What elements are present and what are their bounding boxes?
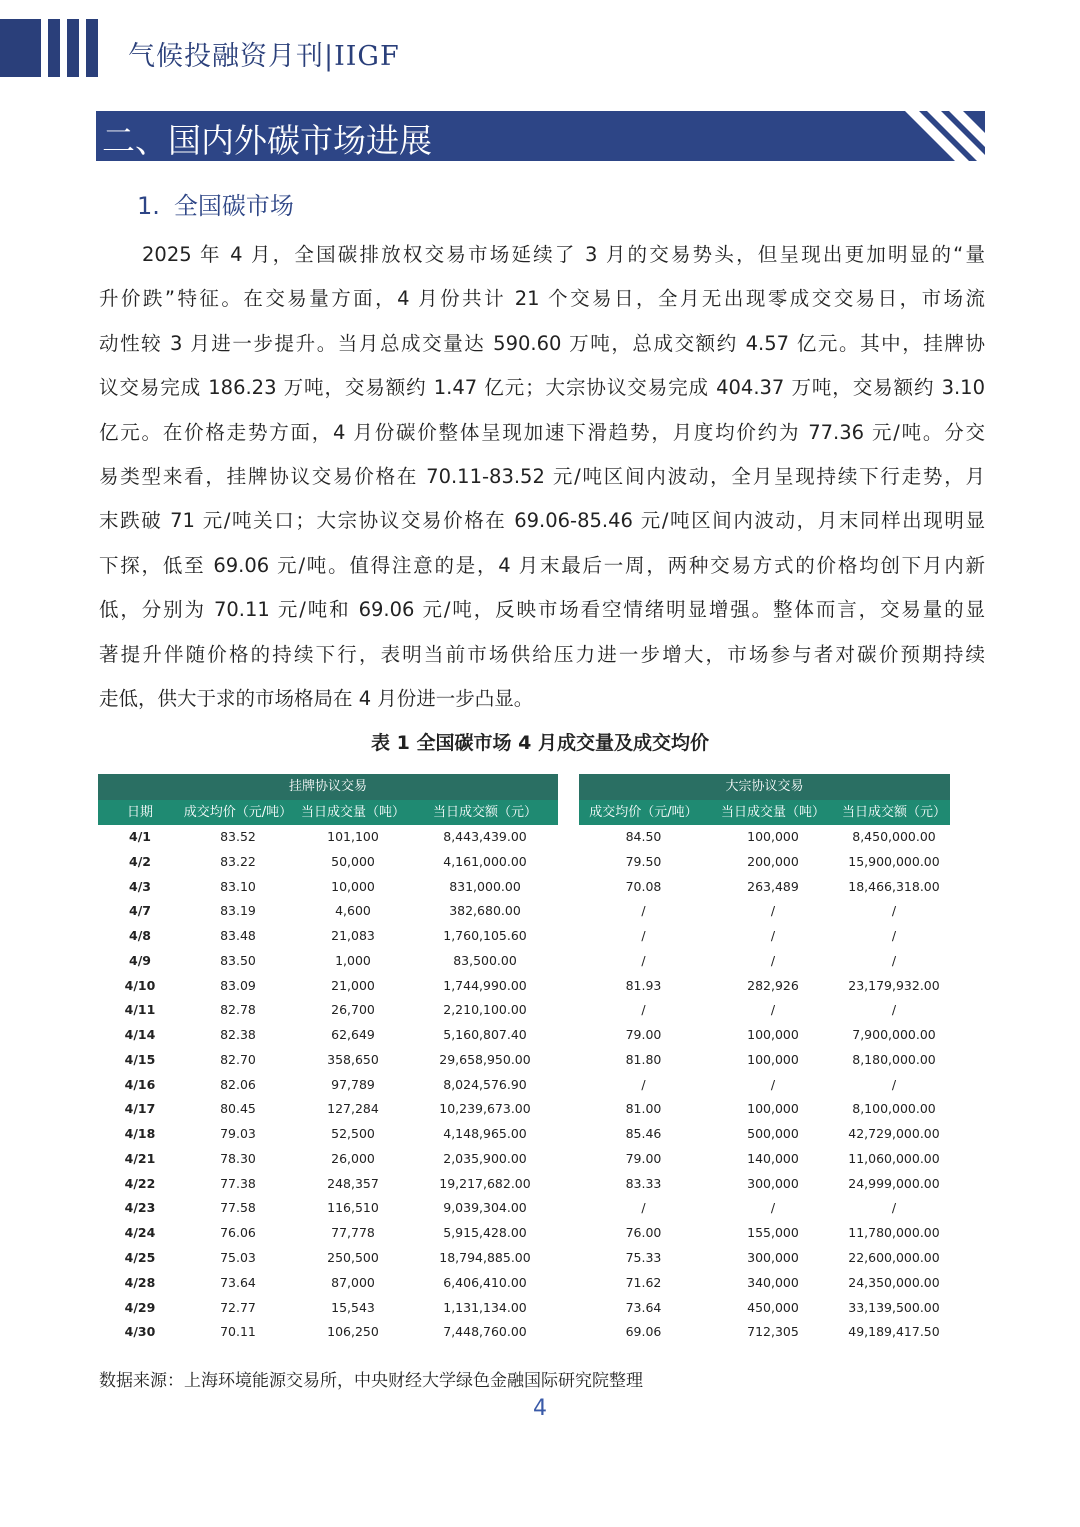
paragraph-line: 走低，供大于求的市场格局在 4 月份进一步凸显。 [99, 686, 534, 710]
table-cell: 1,760,105.60 [443, 928, 527, 944]
body-paragraph [99, 233, 985, 721]
table-cell: 106,250 [327, 1324, 379, 1340]
table-cell: 100,000 [747, 1101, 799, 1117]
table-cell: 97,789 [331, 1076, 375, 1092]
table-cell: 75.33 [625, 1250, 662, 1266]
date-cell: 4/24 [124, 1225, 156, 1241]
table-cell: / [641, 1200, 646, 1216]
table-cell: / [641, 952, 646, 968]
table-cell: 10,239,673.00 [439, 1101, 531, 1117]
table-cell: / [641, 1002, 646, 1018]
table-row [579, 1172, 950, 1197]
table-cell: 79.03 [220, 1126, 256, 1142]
table-cell: 248,357 [327, 1175, 379, 1191]
date-cell: 4/9 [129, 952, 151, 968]
table-cell: 83.19 [220, 903, 256, 919]
table-row [98, 949, 558, 974]
table-row [98, 1296, 558, 1321]
table-cell: 2,035,900.00 [443, 1150, 527, 1166]
date-cell: 4/18 [124, 1126, 156, 1142]
paragraph-line: 下探，低至 69.06 元/吨。值得注意的是，4 月末最后一周，两种交易方式的价格均创下月内新 [99, 553, 985, 577]
table-cell: 358,650 [327, 1051, 379, 1067]
table-cell: 21,000 [331, 977, 375, 993]
table-cell: 1,131,134.00 [443, 1299, 527, 1315]
table-row [579, 1097, 950, 1122]
date-cell: 4/14 [124, 1027, 156, 1043]
table-row [98, 1147, 558, 1172]
paragraph-line: 末跌破 71 元/吨关口；大宗协议交易价格在 69.06-85.46 元/吨区间内波动，月末同样出现明显 [99, 509, 985, 533]
sub-heading-number: 1. [137, 192, 160, 220]
table-cell: 82.78 [220, 1002, 256, 1018]
paragraph-line: 动性较 3 月进一步提升。当月总成交量达 590.60 万吨，总成交额约 4.57 亿元。其中，挂牌协 [99, 331, 985, 355]
table-row [579, 1048, 950, 1073]
table-cell: 8,443,439.00 [443, 829, 527, 844]
date-cell: 4/3 [129, 878, 151, 894]
date-cell: 4/28 [124, 1274, 156, 1290]
date-cell: 4/15 [124, 1051, 156, 1067]
table-cell: / [891, 1076, 897, 1092]
listed-group-title: 挂牌协议交易 [98, 774, 558, 800]
table-cell: 42,729,000.00 [848, 1126, 940, 1142]
table-cell: / [770, 1200, 776, 1216]
table-cell: 24,350,000.00 [848, 1274, 940, 1290]
table-cell: 26,700 [331, 1002, 375, 1018]
table-row [98, 1271, 558, 1296]
table-cell: 72.77 [220, 1299, 256, 1315]
date-cell: 4/1 [129, 829, 151, 844]
table-row [98, 1073, 558, 1098]
table-cell: 11,780,000.00 [848, 1225, 940, 1241]
table-cell: 300,000 [747, 1175, 799, 1191]
table-cell: 29,658,950.00 [439, 1051, 531, 1067]
table-cell: 19,217,682.00 [439, 1175, 531, 1191]
banner-stripes-decoration [905, 111, 985, 161]
table-cell: 83.52 [220, 829, 256, 844]
table-row [579, 1246, 950, 1271]
table-cell: 8,100,000.00 [852, 1101, 936, 1117]
table-row [579, 949, 950, 974]
section-title: 二、国内外碳市场进展 [102, 121, 432, 160]
table-cell: 77.58 [220, 1200, 256, 1216]
table-row [98, 1097, 558, 1122]
paragraph-line: 亿元。在价格走势方面，4 月份碳价整体呈现加速下滑趋势，月度均价约为 77.36 元/吨。分交 [99, 420, 985, 444]
bulk-group-title: 大宗协议交易 [579, 774, 950, 800]
table-cell: / [641, 928, 646, 944]
table-row [579, 974, 950, 999]
table-cell: / [891, 1200, 897, 1216]
table-cell: 49,189,417.50 [848, 1324, 940, 1340]
table-cell: 100,000 [747, 829, 799, 844]
paragraph-line: 2025 年 4 月，全国碳排放权交易市场延续了 3 月的交易势头，但呈现出更加明显的“量 [142, 243, 985, 266]
table-cell: 4,148,965.00 [443, 1126, 527, 1142]
table-cell: 69.06 [625, 1324, 662, 1340]
table-cell: 73.64 [220, 1274, 256, 1290]
table-cell: 11,060,000.00 [848, 1150, 940, 1166]
table-cell: 1,000 [335, 952, 371, 968]
table-cell: 831,000.00 [449, 878, 521, 894]
table-cell: / [770, 928, 776, 944]
table-cell: 82.06 [220, 1076, 256, 1092]
table-cell: 200,000 [747, 853, 799, 869]
table-cell: 10,000 [331, 878, 375, 894]
table-cell: 77.38 [220, 1175, 256, 1191]
table-row [579, 1073, 950, 1098]
paragraph-line: 升价跌”特征。在交易量方面，4 月份共计 21 个交易日，全月无出现零成交交易日，市场流 [99, 287, 985, 311]
table-row [98, 825, 558, 850]
table-row [579, 850, 950, 875]
table-caption: 表 1 全国碳市场 4 月成交量及成交均价 [371, 732, 709, 754]
table-cell: 5,915,428.00 [443, 1225, 527, 1241]
table-row [579, 1221, 950, 1246]
table-cell: 83.22 [220, 853, 256, 869]
table-cell: 100,000 [747, 1027, 799, 1043]
table-cell: 70.11 [220, 1324, 256, 1340]
table-cell: 80.45 [220, 1101, 256, 1117]
column-header: 成交均价（元/吨） [183, 805, 293, 820]
table-cell: 78.30 [220, 1150, 256, 1166]
table-cell: 83.33 [625, 1175, 662, 1191]
table-cell: / [891, 928, 897, 944]
table-cell: 8,450,000.00 [852, 829, 936, 844]
table-cell: 77,778 [331, 1225, 375, 1241]
table-cell: 33,139,500.00 [848, 1299, 940, 1315]
table-cell: 7,448,760.00 [443, 1324, 527, 1340]
table-cell: 24,999,000.00 [848, 1175, 940, 1191]
listed-header-row [98, 800, 558, 825]
table-cell: 2,210,100.00 [443, 1002, 527, 1018]
table-cell: 101,100 [327, 829, 379, 844]
table-row [98, 1246, 558, 1271]
table-cell: 4,600 [335, 903, 371, 919]
date-cell: 4/11 [124, 1002, 156, 1018]
table-cell: 18,466,318.00 [848, 878, 940, 894]
table-cell: / [891, 1002, 897, 1018]
table-cell: 340,000 [747, 1274, 799, 1290]
table-row [98, 1048, 558, 1073]
table-cell: 82.38 [220, 1027, 256, 1043]
table-row [98, 998, 558, 1023]
table-cell: 83,500.00 [453, 952, 517, 968]
table-cell: 75.03 [220, 1250, 256, 1266]
table-cell: 15,543 [331, 1299, 375, 1315]
date-cell: 4/7 [129, 903, 151, 919]
paragraph-line: 易类型来看，挂牌协议交易价格在 70.11-83.52 元/吨区间内波动，全月呈现持续下行走势，月 [99, 464, 985, 488]
table-cell: 83.09 [220, 977, 256, 993]
publication-title: 气候投融资月刊|IIGF [128, 41, 400, 72]
date-cell: 4/30 [124, 1324, 156, 1340]
table-row [98, 1023, 558, 1048]
table-cell: 100,000 [747, 1051, 799, 1067]
table-cell: 84.50 [625, 829, 662, 844]
table-cell: 79.50 [625, 853, 662, 869]
table-cell: 4,161,000.00 [443, 853, 527, 869]
table-row [98, 899, 558, 924]
section-banner [96, 111, 985, 161]
date-cell: 4/10 [124, 977, 156, 993]
sub-heading [137, 186, 294, 221]
table-cell: / [770, 1076, 776, 1092]
table-cell: 73.64 [625, 1299, 662, 1315]
table-cell: 87,000 [331, 1274, 375, 1290]
table-cell: 300,000 [747, 1250, 799, 1266]
table-cell: 76.06 [220, 1225, 256, 1241]
date-cell: 4/8 [129, 928, 151, 944]
table-row [98, 875, 558, 900]
table-cell: 83.48 [220, 928, 256, 944]
table-cell: 26,000 [331, 1150, 375, 1166]
table-row [98, 1221, 558, 1246]
table-row [579, 1196, 950, 1221]
table-cell: 22,600,000.00 [848, 1250, 940, 1266]
table-cell: 712,305 [747, 1324, 799, 1340]
table-cell: 83.50 [220, 952, 256, 968]
table-row [98, 1172, 558, 1197]
table-cell: 81.80 [625, 1051, 662, 1067]
table-cell: 62,649 [331, 1027, 375, 1043]
table-row [579, 924, 950, 949]
table-cell: 79.00 [625, 1150, 662, 1166]
table-cell: 250,500 [327, 1250, 379, 1266]
table-cell: 15,900,000.00 [848, 853, 940, 869]
table-cell: / [641, 1076, 646, 1092]
table-row [98, 974, 558, 999]
listed-table-body [98, 825, 558, 1345]
table-row [579, 1320, 950, 1345]
table-cell: 5,160,807.40 [443, 1027, 527, 1043]
date-cell: 4/29 [124, 1299, 156, 1315]
table-cell: 127,284 [327, 1101, 379, 1117]
table-cell: 21,083 [331, 928, 375, 944]
paragraph-line: 著提升伴随价格的持续下行，表明当前市场供给压力进一步增大，市场参与者对碳价预期持续 [99, 642, 985, 666]
table-cell: 282,926 [747, 977, 799, 993]
column-header: 当日成交量（吨） [300, 805, 405, 820]
table-cell: 83.10 [220, 878, 256, 894]
table-cell: 1,744,990.00 [443, 977, 527, 993]
column-header: 成交均价（元/吨） [589, 805, 698, 820]
table-row [579, 1147, 950, 1172]
table-cell: 82.70 [220, 1051, 256, 1067]
table-cell: 9,039,304.00 [443, 1200, 527, 1216]
table-cell: 70.08 [625, 878, 662, 894]
table-cell: / [770, 903, 776, 919]
date-cell: 4/22 [124, 1175, 156, 1191]
table-cell: 50,000 [331, 853, 375, 869]
table-row [579, 998, 950, 1023]
table-cell: 81.00 [625, 1101, 662, 1117]
table-cell: 6,406,410.00 [443, 1274, 527, 1290]
table-row [579, 825, 950, 850]
table-cell: 7,900,000.00 [852, 1027, 936, 1043]
table-row [579, 1122, 950, 1147]
table-cell: 18,794,885.00 [439, 1250, 531, 1266]
table-cell: / [770, 952, 776, 968]
table-cell: 140,000 [747, 1150, 799, 1166]
data-source-note: 数据来源：上海环境能源交易所，中央财经大学绿色金融国际研究院整理 [99, 1371, 643, 1391]
table-row [579, 1023, 950, 1048]
table-row [579, 899, 950, 924]
table-cell: 76.00 [625, 1225, 662, 1241]
column-header: 当日成交额（元） [432, 805, 537, 820]
table-cell: / [891, 952, 897, 968]
table-cell: 116,510 [327, 1200, 379, 1216]
date-cell: 4/17 [124, 1101, 156, 1117]
page-number: 4 [533, 1396, 547, 1421]
table-cell: 71.62 [625, 1274, 662, 1290]
table-cell: 8,024,576.90 [443, 1076, 527, 1092]
paragraph-line: 低，分别为 70.11 元/吨和 69.06 元/吨，反映市场看空情绪明显增强。整体而言，交易量的显 [99, 598, 985, 622]
table-bulk-group [579, 774, 950, 1345]
table-row [98, 1196, 558, 1221]
column-header: 当日成交量（吨） [720, 805, 825, 820]
date-cell: 4/21 [124, 1150, 156, 1166]
paragraph-line: 议交易完成 186.23 万吨，交易额约 1.47 亿元；大宗协议交易完成 404.37 万吨，交易额约 3.10 [99, 376, 985, 400]
table-cell: / [641, 903, 646, 919]
bulk-header-row [579, 800, 950, 825]
table-cell: 263,489 [747, 878, 799, 894]
date-cell: 4/23 [124, 1200, 156, 1216]
table-row [98, 924, 558, 949]
table-cell: 52,500 [331, 1126, 375, 1142]
table-cell: 382,680.00 [449, 903, 521, 919]
table-cell: / [770, 1002, 776, 1018]
table-row [98, 1320, 558, 1345]
table-row [579, 1271, 950, 1296]
table-cell: 450,000 [747, 1299, 799, 1315]
table-row [98, 850, 558, 875]
table-cell: 85.46 [625, 1126, 662, 1142]
table-cell: 155,000 [747, 1225, 799, 1241]
table-cell: 8,180,000.00 [852, 1051, 936, 1067]
table-row [98, 1122, 558, 1147]
table-cell: 79.00 [625, 1027, 662, 1043]
table-cell: 81.93 [625, 977, 662, 993]
column-header: 日期 [126, 805, 153, 820]
column-header: 当日成交额（元） [841, 805, 946, 820]
date-cell: 4/25 [124, 1250, 156, 1266]
date-cell: 4/2 [129, 853, 151, 869]
table-cell: 23,179,932.00 [848, 977, 940, 993]
table-row [579, 875, 950, 900]
table-listed-group [98, 774, 558, 1345]
sub-heading-text: 全国碳市场 [173, 192, 294, 220]
date-cell: 4/16 [124, 1076, 156, 1092]
table-cell: / [891, 903, 897, 919]
table-cell: 500,000 [747, 1126, 799, 1142]
table-row [579, 1296, 950, 1321]
bulk-table-body [579, 825, 950, 1345]
